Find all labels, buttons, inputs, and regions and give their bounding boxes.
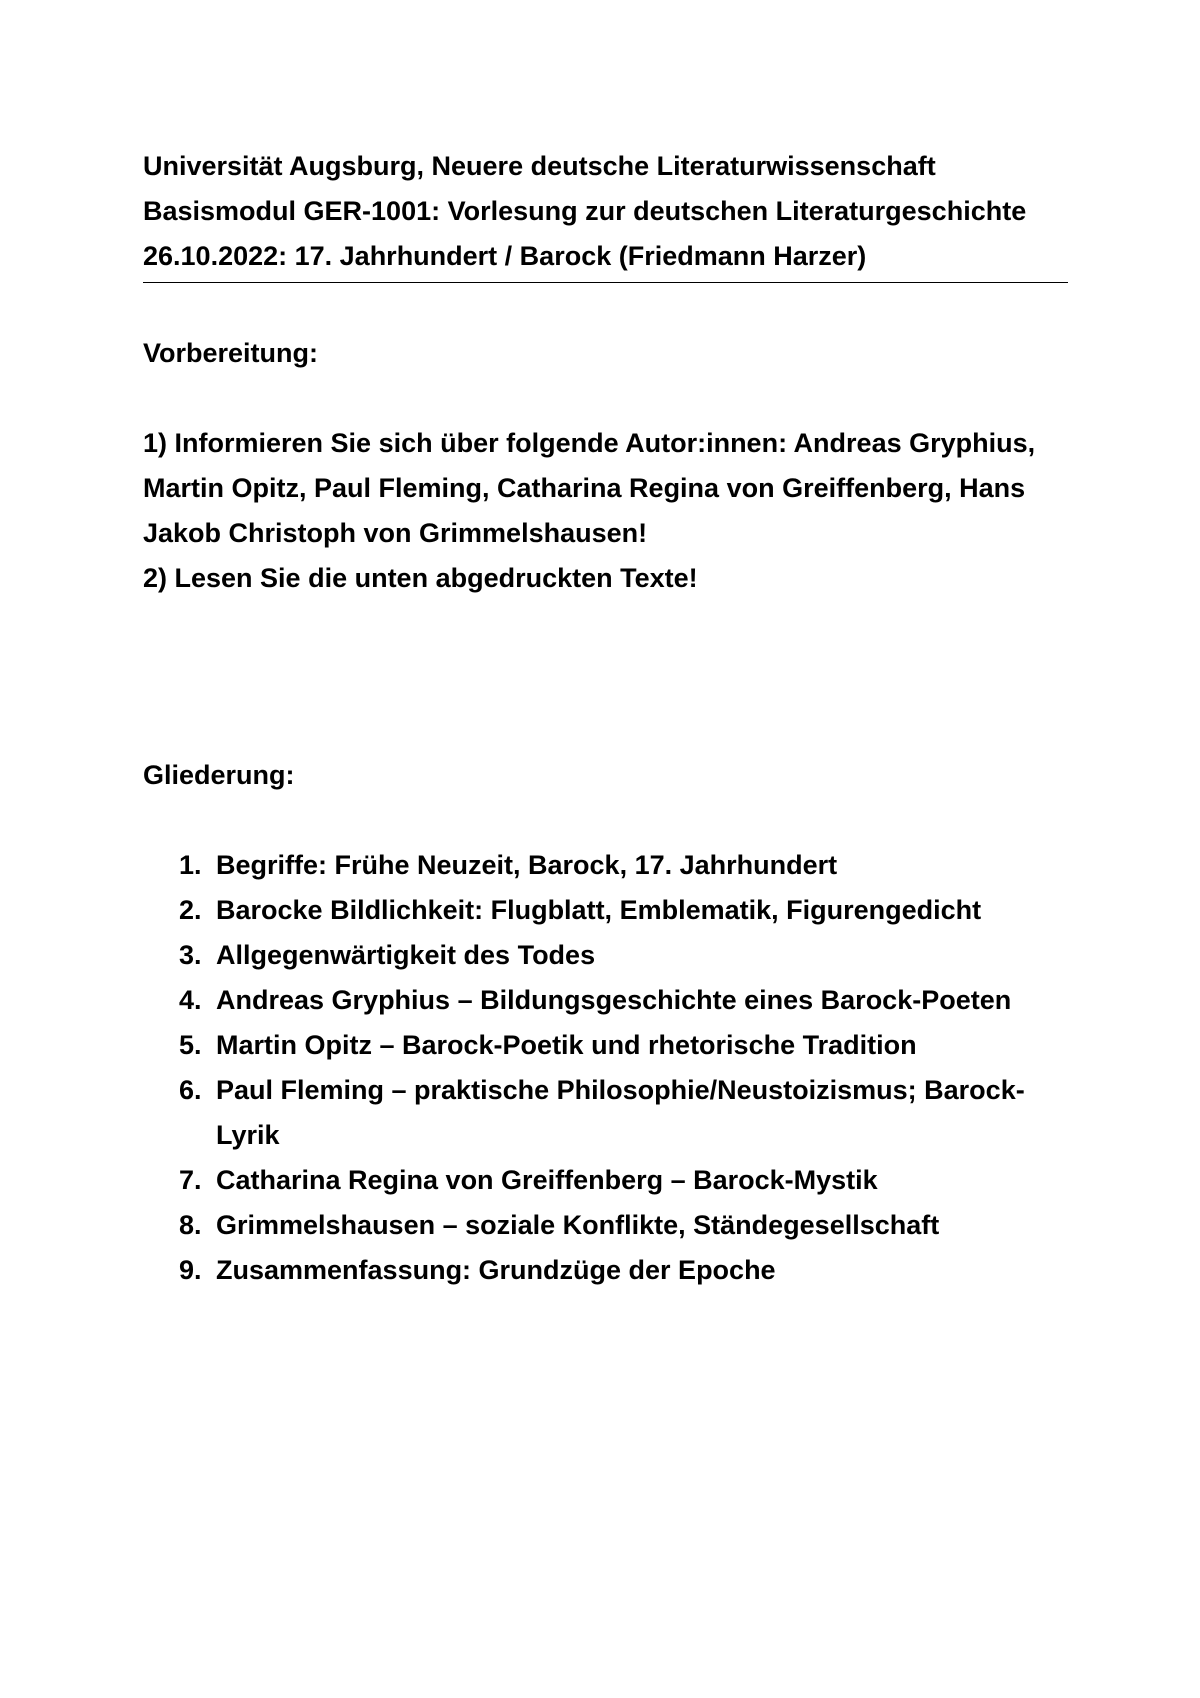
header-session: 26.10.2022: 17. Jahrhundert / Barock (Friedmann Harzer) bbox=[143, 241, 867, 271]
preparation-item-1: 1) Informieren Sie sich über folgende Autor:innen: Andreas Gryphius, Martin Opitz, Paul Fleming, Catharina Regina von Greiffenberg, Hans Jakob Christoph von Grimmelshausen! bbox=[143, 428, 1036, 548]
outline-item-text: Martin Opitz – Barock-Poetik und rhetorische Tradition bbox=[216, 1030, 917, 1060]
outline-item-number: 8. bbox=[179, 1210, 202, 1240]
outline-item-number: 4. bbox=[179, 985, 202, 1015]
document-content bbox=[143, 144, 1068, 1293]
outline-item-number: 7. bbox=[179, 1165, 202, 1195]
preparation-list bbox=[143, 421, 1068, 601]
outline-item-number: 6. bbox=[179, 1075, 202, 1105]
outline-item-text: Paul Fleming – praktische Philosophie/Neustoizismus; Barock-Lyrik bbox=[216, 1075, 1025, 1150]
outline-item bbox=[179, 1203, 1068, 1248]
outline-item bbox=[179, 843, 1068, 888]
preparation-heading: Vorbereitung: bbox=[143, 338, 318, 368]
outline-item-text: Catharina Regina von Greiffenberg – Barock-Mystik bbox=[216, 1165, 878, 1195]
document-header bbox=[143, 144, 1068, 283]
outline-item bbox=[179, 1023, 1068, 1068]
outline-item bbox=[179, 1158, 1068, 1203]
outline-item-number: 3. bbox=[179, 940, 202, 970]
outline-item-text: Allgegenwärtigkeit des Todes bbox=[216, 940, 596, 970]
outline-item bbox=[179, 1068, 1068, 1158]
outline-item-number: 2. bbox=[179, 895, 202, 925]
outline-item bbox=[179, 1248, 1068, 1293]
outline-item-text: Zusammenfassung: Grundzüge der Epoche bbox=[216, 1255, 776, 1285]
outline-item bbox=[179, 933, 1068, 978]
outline-item bbox=[179, 888, 1068, 933]
header-course: Basismodul GER-1001: Vorlesung zur deutschen Literaturgeschichte bbox=[143, 196, 1027, 226]
outline-heading: Gliederung: bbox=[143, 760, 295, 790]
outline-item-number: 1. bbox=[179, 850, 202, 880]
outline-list bbox=[143, 843, 1068, 1293]
outline-item-number: 5. bbox=[179, 1030, 202, 1060]
header-institution: Universität Augsburg, Neuere deutsche Literaturwissenschaft bbox=[143, 151, 936, 181]
header-divider bbox=[143, 282, 1068, 283]
outline-item-text: Grimmelshausen – soziale Konflikte, Ständegesellschaft bbox=[216, 1210, 940, 1240]
preparation-item-2: 2) Lesen Sie die unten abgedruckten Texte! bbox=[143, 563, 698, 593]
outline-item-text: Barocke Bildlichkeit: Flugblatt, Emblematik, Figurengedicht bbox=[216, 895, 982, 925]
outline-item bbox=[179, 978, 1068, 1023]
outline-item-text: Andreas Gryphius – Bildungsgeschichte eines Barock-Poeten bbox=[216, 985, 1012, 1015]
outline-item-number: 9. bbox=[179, 1255, 202, 1285]
outline-item-text: Begriffe: Frühe Neuzeit, Barock, 17. Jahrhundert bbox=[216, 850, 838, 880]
